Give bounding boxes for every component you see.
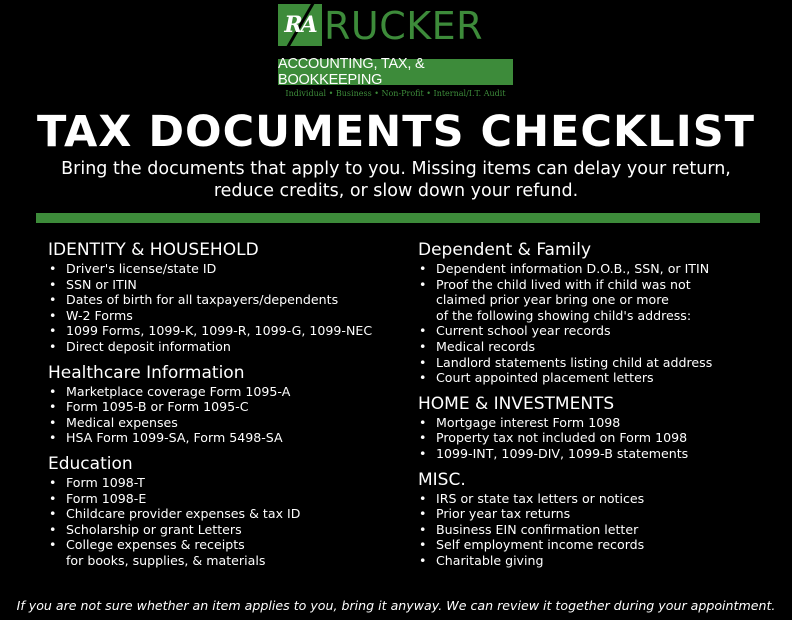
checklist-item: • Medical records [418,339,778,355]
checklist-item: • College expenses & receipts [48,537,408,553]
checklist-item: • 1099-INT, 1099-DIV, 1099-B statements [418,446,778,462]
logo-banner: ACCOUNTING, TAX, & BOOKKEEPING [278,59,513,85]
checklist-item: • Current school year records [418,323,778,339]
section-heading: IDENTITY & HOUSEHOLD [48,240,259,260]
subtitle-line-1: Bring the documents that apply to you. Missing items can delay your return, [61,159,731,179]
logo-wordmark: RUCKER [324,4,484,48]
checklist-item-continued: claimed prior year bring one or more [436,292,669,308]
checklist-item-continued: for books, supplies, & materials [66,552,266,568]
checklist-item: • Dependent information D.O.B., SSN, or ITIN [418,261,778,277]
checklist-item: • IRS or state tax letters or notices [418,491,778,507]
checklist-item: • Scholarship or grant Letters [48,522,408,538]
checklist [418,261,778,386]
left-column [48,240,408,577]
logo-mark-left: R [284,12,301,38]
checklist-item: • Mortgage interest Form 1098 [418,415,778,431]
checklist-item: • Self employment income records [418,537,778,553]
checklist-item: • HSA Form 1099-SA, Form 5498-SA [48,430,408,446]
checklist-item: • 1099 Forms, 1099-K, 1099-R, 1099-G, 1099-NEC [48,323,408,339]
section-home-investments [418,394,778,462]
checklist-item: • Business EIN confirmation letter [418,522,778,538]
checklist [48,261,408,355]
section-heading: Dependent & Family [418,240,592,260]
section-dependent-family [418,240,778,386]
checklist-item: • Landlord statements listing child at address [418,355,778,371]
section-heading: Healthcare Information [48,362,245,383]
checklist-item: • Court appointed placement letters [418,370,778,386]
logo-mark [278,4,322,46]
checklist-item: • Form 1098-T [48,475,408,491]
checklist-item: • Proof the child lived with if child was not [418,277,778,293]
checklist-item: • Childcare provider expenses & tax ID [48,506,408,522]
checklist-item: • SSN or ITIN [48,277,408,293]
checklist-item: • Prior year tax returns [418,506,778,522]
checklist [48,475,408,569]
checklist-item: • Form 1095-B or Form 1095-C [48,399,408,415]
checklist-item: • Charitable giving [418,553,778,569]
page-title: TAX DOCUMENTS CHECKLIST [36,107,756,157]
page-subtitle [30,158,762,202]
checklist-item: • Direct deposit information [48,339,408,355]
checklist [418,415,778,462]
checklist-item: • Marketplace coverage Form 1095-A [48,384,408,400]
footer-note: If you are not sure whether an item applies to you, bring it anyway. We can review it together during your appointment. [16,598,776,613]
right-column [418,240,778,577]
checklist-item: • Property tax not included on Form 1098 [418,430,778,446]
checklist-item: • W-2 Forms [48,308,408,324]
divider-rule [36,213,760,223]
subtitle-line-2: reduce credits, or slow down your refund. [213,181,579,201]
section-misc [418,470,778,569]
logo-mark-right: A [300,12,316,38]
section-heading: Education [48,453,133,474]
checklist-item-continued: of the following showing child's address: [436,307,692,323]
checklist [418,491,778,569]
section-education [48,454,408,569]
checklist-item: • Driver's license/state ID [48,261,408,277]
section-healthcare [48,363,408,446]
checklist-item: • Medical expenses [48,415,408,431]
section-heading: MISC. [418,469,466,490]
checklist-item: • Form 1098-E [48,491,408,507]
section-identity-household [48,240,408,355]
checklist [48,384,408,446]
logo-row [278,4,483,46]
checklist-item: • Dates of birth for all taxpayers/dependents [48,292,408,308]
section-heading: HOME & INVESTMENTS [418,393,615,414]
logo-tagline: Individual • Business • Non-Profit • Internal/I.T. Audit [285,89,506,98]
